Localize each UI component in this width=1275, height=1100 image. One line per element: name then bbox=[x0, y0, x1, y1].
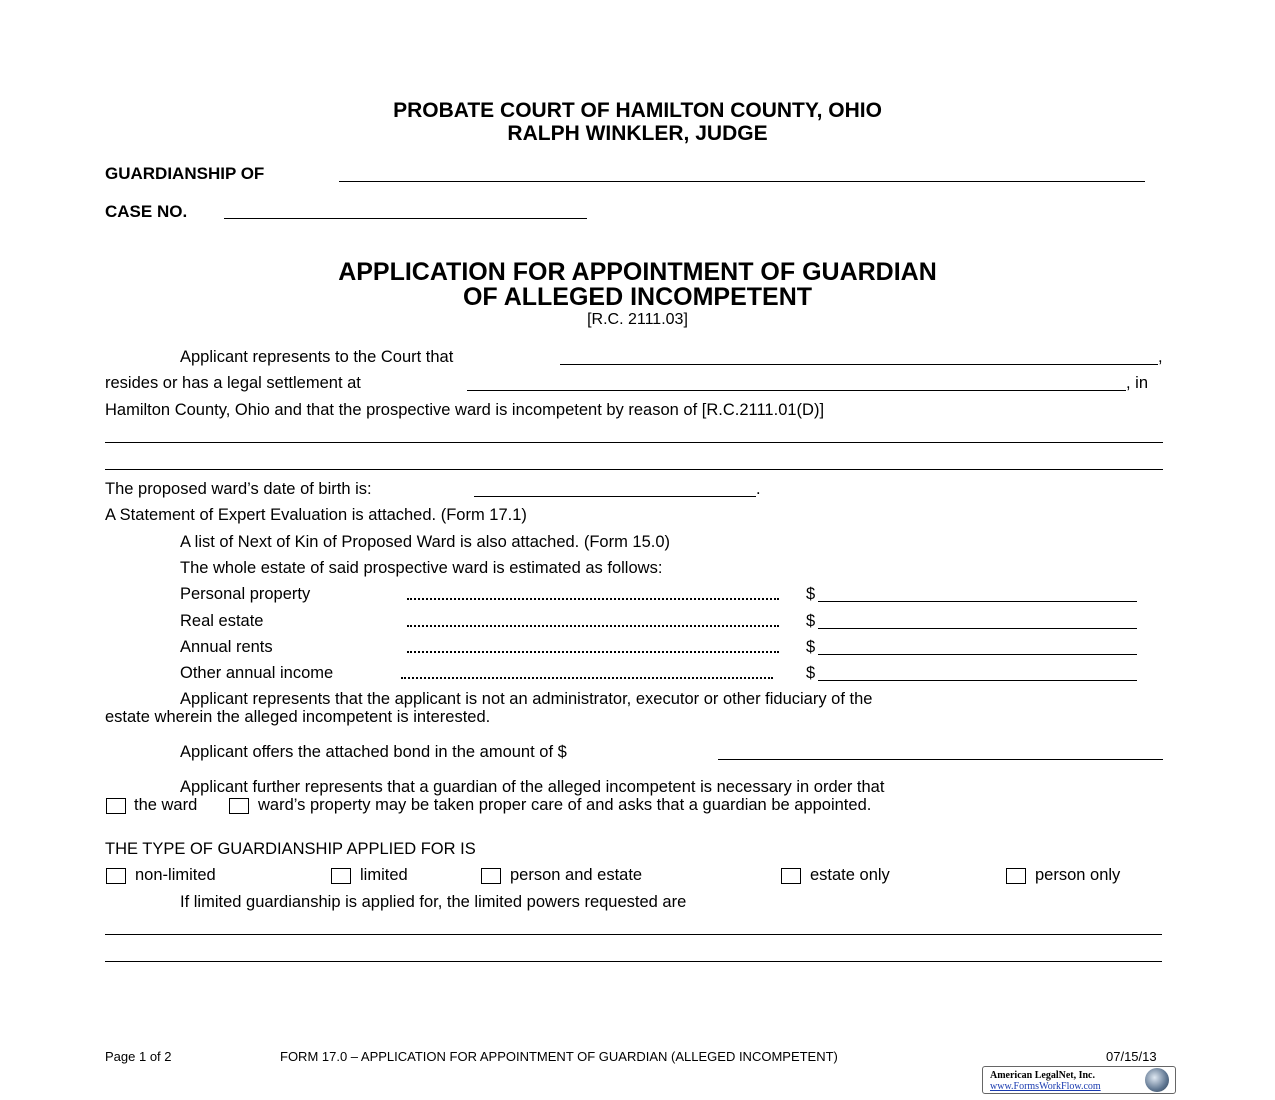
form-title-line2: OF ALLEGED INCOMPETENT bbox=[462, 283, 813, 311]
necessity-text: Applicant further represents that a guardian of the alleged incompetent is necessary in order that bbox=[180, 778, 885, 796]
estate-only-checkbox[interactable] bbox=[781, 868, 801, 884]
limited-label: limited bbox=[360, 866, 408, 884]
form-date: 07/15/13 bbox=[1106, 1049, 1157, 1064]
dob-field[interactable] bbox=[474, 496, 756, 497]
leader-dots bbox=[407, 625, 779, 627]
estate-item-label: Real estate bbox=[180, 612, 264, 630]
limited-powers-field-1[interactable] bbox=[105, 934, 1162, 935]
case-no-label: CASE NO. bbox=[105, 202, 188, 221]
american-legalnet-logo[interactable] bbox=[982, 1066, 1176, 1094]
currency-symbol: $ bbox=[806, 638, 816, 656]
ward-property-text: ward’s property may be taken proper care of and asks that a guardian be appointed. bbox=[258, 796, 872, 814]
ward-checkbox-label: the ward bbox=[134, 796, 198, 814]
dob-period: . bbox=[756, 480, 761, 498]
bond-amount-field[interactable] bbox=[718, 759, 1163, 760]
statute-reference: [R.C. 2111.03] bbox=[587, 311, 688, 328]
person-only-label: person only bbox=[1035, 866, 1121, 884]
currency-symbol: $ bbox=[806, 585, 816, 603]
fiduciary-text-1: Applicant represents that the applicant is not an administrator, executor or other fiduciary of the bbox=[180, 690, 873, 708]
leader-dots bbox=[401, 677, 773, 679]
incompetence-reason-text: Hamilton County, Ohio and that the prospective ward is incompetent by reason of [R.C.2111.01(D)] bbox=[105, 401, 825, 419]
other-income-field[interactable] bbox=[818, 680, 1137, 681]
logo-company-name: American LegalNet, Inc. bbox=[990, 1070, 1095, 1081]
limited-powers-text: If limited guardianship is applied for, the limited powers requested are bbox=[180, 893, 687, 911]
non-limited-label: non-limited bbox=[135, 866, 216, 884]
guardianship-name-field[interactable] bbox=[339, 181, 1145, 182]
guardianship-type-heading: THE TYPE OF GUARDIANSHIP APPLIED FOR IS bbox=[105, 840, 476, 858]
annual-rents-field[interactable] bbox=[818, 654, 1137, 655]
court-name: PROBATE COURT OF HAMILTON COUNTY, OHIO bbox=[393, 99, 882, 122]
limited-powers-field-2[interactable] bbox=[105, 961, 1162, 962]
estate-intro-text: The whole estate of said prospective ward is estimated as follows: bbox=[180, 559, 663, 577]
page-number: Page 1 of 2 bbox=[105, 1049, 172, 1064]
prospective-ward-name-field[interactable] bbox=[560, 364, 1158, 365]
resides-text: resides or has a legal settlement at bbox=[105, 374, 361, 392]
logo-website-link[interactable]: www.FormsWorkFlow.com bbox=[990, 1081, 1101, 1092]
applicant-represents-text: Applicant represents to the Court that bbox=[180, 348, 454, 366]
incompetence-reason-field-1[interactable] bbox=[105, 442, 1163, 443]
ward-checkbox[interactable] bbox=[106, 798, 126, 814]
estate-item-label: Other annual income bbox=[180, 664, 334, 682]
leader-dots bbox=[407, 598, 779, 600]
ward-property-checkbox[interactable] bbox=[229, 798, 249, 814]
expert-evaluation-text: A Statement of Expert Evaluation is attached. (Form 17.1) bbox=[105, 506, 527, 524]
next-of-kin-text: A list of Next of Kin of Proposed Ward is also attached. (Form 15.0) bbox=[180, 533, 671, 551]
currency-symbol: $ bbox=[806, 664, 816, 682]
real-estate-field[interactable] bbox=[818, 628, 1137, 629]
currency-symbol: $ bbox=[806, 612, 816, 630]
non-limited-checkbox[interactable] bbox=[106, 868, 126, 884]
incompetence-reason-field-2[interactable] bbox=[105, 469, 1163, 470]
form-title-line1: APPLICATION FOR APPOINTMENT OF GUARDIAN bbox=[338, 258, 937, 286]
judge-name: RALPH WINKLER, JUDGE bbox=[507, 122, 768, 145]
leader-dots bbox=[407, 651, 779, 653]
comma: , bbox=[1158, 348, 1163, 366]
estate-item-label: Personal property bbox=[180, 585, 311, 603]
estate-only-label: estate only bbox=[810, 866, 890, 884]
fiduciary-text-2: estate wherein the alleged incompetent is interested. bbox=[105, 708, 491, 726]
estate-item-label: Annual rents bbox=[180, 638, 273, 656]
guardianship-label: GUARDIANSHIP OF bbox=[105, 164, 265, 183]
limited-checkbox[interactable] bbox=[331, 868, 351, 884]
globe-icon bbox=[1145, 1068, 1169, 1092]
bond-text: Applicant offers the attached bond in the amount of $ bbox=[180, 743, 567, 761]
in-text: , in bbox=[1126, 374, 1149, 392]
dob-text: The proposed ward’s date of birth is: bbox=[105, 480, 372, 498]
person-and-estate-label: person and estate bbox=[510, 866, 643, 884]
person-and-estate-checkbox[interactable] bbox=[481, 868, 501, 884]
form-footer-title: FORM 17.0 – APPLICATION FOR APPOINTMENT OF GUARDIAN (ALLEGED INCOMPETENT) bbox=[280, 1049, 838, 1064]
person-only-checkbox[interactable] bbox=[1006, 868, 1026, 884]
case-no-field[interactable] bbox=[224, 218, 587, 219]
residence-address-field[interactable] bbox=[467, 390, 1126, 391]
personal-property-field[interactable] bbox=[818, 601, 1137, 602]
